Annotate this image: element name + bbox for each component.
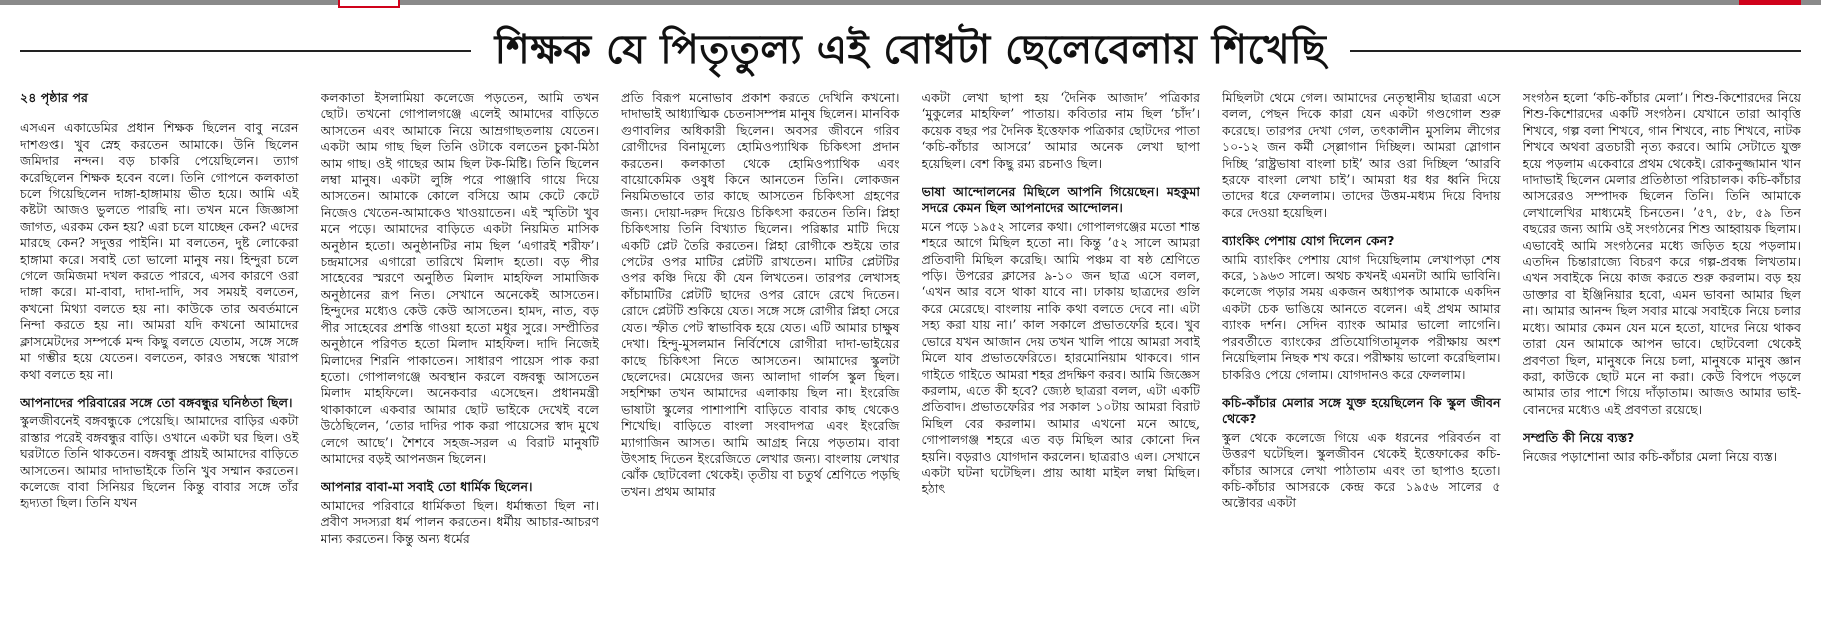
question-heading: ব্যাংকিং পেশায় যোগ দিলেন কেন? <box>1222 233 1395 249</box>
question-heading: আপনাদের পরিবারের সঙ্গে তো বঙ্গবন্ধুর ঘনিষ্ঠতা ছিল। <box>20 394 293 410</box>
question-heading: সম্প্রতি কী নিয়ে ব্যস্ত? <box>1522 430 1635 446</box>
article-column-2 <box>321 90 600 620</box>
paragraph: আমাদের পরিবারে ধার্মিকতা ছিল। ধর্মান্ধতা ছিল না। প্রবীণ সদস্যরা ধর্ম পালন করতেন। ধর্মীয় আচার-আচরণ মান্য করতেন। কিন্তু অন্য ধর্মের <box>320 497 599 546</box>
paragraph: মনে পড়ে ১৯৫২ সালের কথা। গোপালগঞ্জের মতো শান্ত শহরে আগে মিছিল হতো না। কিন্তু ’৫২ সালে আমরা প্রতিবাদী মিছিল করেছি। আমি পঞ্চম বা ষষ্ঠ শ্রেণিতে পড়ি। উপরের ক্লাসের ৯-১০ জন ছাত্র এসে বলল, ‘এখন আর বসে থাকা যাবে না। ঢাকায় ছাত্রদের গুলি করে মেরেছে। বাংলায় নাকি কথা বলতে দেবে না। এটা সহ্য করা যায় না।’ কাল সকালে প্রভাতফেরি হবে। খুব ভোরে যখন আজান দেয় তখন খালি পায়ে আমরা সবাই মিলে যাব প্রভাতফেরিতে। হারমোনিয়াম থাকবে। গান গাইতে গাইতে আমরা শহর প্রদক্ষিণ করব। আমি জিজ্ঞেস করলাম, এতে কী হবে? জ্যেষ্ঠ ছাত্ররা বলল, এটা একটি প্রতিবাদ। প্রভাতফেরির পর সকাল ১০টায় আমরা বিরাট মিছিল বের করলাম। আমার এখনো মনে আছে, গোপালগঞ্জ শহরে এত বড় মিছিল আর কোনো দিন হয়নি। বড়রাও যোগদান করলেন। ছাত্ররাও এল। সেখানে একটা ঘটনা ঘটেছিল। প্রায় আধা মাইল লম্বা মিছিল। হঠাৎ <box>921 218 1200 497</box>
question-heading: ভাষা আন্দোলনের মিছিলে আপনি গিয়েছেন। মহকুমা সদরে কেমন ছিল আপনাদের আন্দোলন। <box>921 184 1200 216</box>
question-heading: আপনার বাবা-মা সবাই তো ধার্মিক ছিলেন। <box>320 479 533 495</box>
paragraph: এসএন একাডেমির প্রধান শিক্ষক ছিলেন বাবু নরেন দাশগুপ্ত। খুব স্নেহ করতেন আমাকে। উনি ছিলেন জমিদার নন্দন। বড় চাকরি পেয়েছিলেন। ত্যাগ করেছিলেন শিক্ষক হবেন বলে। তিনি গোপনে কলকাতা চলে গিয়েছিলেন দাঙ্গা-হাঙ্গামায় ভীত হয়ে। আমি এই কষ্টটা আজও ভুলতে পারছি না। তখন মনে জিজ্ঞাসা জাগত, এরকম কেন হয়? এরা চলে যাচ্ছেন কেন? এদের মারছে কেন? সদুত্তর পাইনি। মা বলতেন, দুষ্ট লোকেরা হাঙ্গামা করে। সবাই তো ভালো মানুষ নয়। হিন্দুরা চলে গেলে জমিজমা দখল করতে পারবে, এসব কারণে ওরা দাঙ্গা করে। মা-বাবা, দাদা-দাদি, সব সময়ই বলতেন, কখনো মিথ্যা বলতে হয় না। কাউকে তার অবর্তমানে নিন্দা করতে হয় না। আমরা যদি কখনো আমাদের ক্লাসমেটদের সম্পর্কে মন্দ কিছু বলতে যেতাম, সঙ্গে সঙ্গে মা গম্ভীর হয়ে যেতেন। বলতেন, কারও সম্বন্ধে খারাপ কথা বলতে হয় না। <box>20 120 299 382</box>
article-columns <box>20 90 1801 620</box>
paragraph: একটা লেখা ছাপা হয় ‘দৈনিক আজাদ’ পত্রিকার ‘মুকুলের মাহফিল’ পাতায়। কবিতার নাম ছিল ‘চাঁদ’। কয়েক বছর পর দৈনিক ইত্তেফাক পত্রিকার ছোটদের পাতা ‘কচি-কাঁচার আসরে’ আমার অনেক লেখা ছাপা হয়েছিল। বেশ কিছু রম্য রচনাও ছিল। <box>921 90 1200 171</box>
article-column-1 <box>20 90 299 620</box>
continued-from: ২৪ পৃষ্ঠার পর <box>20 90 88 105</box>
article-column-3 <box>621 90 900 620</box>
article-column-6 <box>1523 90 1802 620</box>
paragraph: স্কুল থেকে কলেজে গিয়ে এক ধরনের পরিবর্তন বা উত্তরণ ঘটেছিল। স্কুলজীবন থেকেই ইত্তেফাকের কচি-কাঁচার আসরে লেখা পাঠাতাম এবং তা ছাপাও হতো। কচি-কাঁচার আসরকে কেন্দ্র করে ১৯৫৬ সালের ৫ অক্টোবর একটা <box>1222 429 1501 511</box>
paragraph: সংগঠন হলো ‘কচি-কাঁচার মেলা’। শিশু-কিশোরদের নিয়ে শিশু-কিশোরদের একটি সংগঠন। যেখানে তারা আবৃত্তি শিখবে, গল্প বলা শিখবে, গান শিখবে, নাচ শিখবে, নাটক শিখবে অথবা ব্রতচারী নৃত্য করবে। আমি সেটাতে যুক্ত হয়ে পড়লাম একেবারে প্রথম থেকেই। রোকনুজ্জামান খান দাদাভাই ছিলেন মেলার প্রতিষ্ঠাতা পরিচালক। কচি-কাঁচার আসরেরও সম্পাদক ছিলেন তিনি। তিনি আমাকে লেখালেখির মাধ্যমেই চিনতেন। ’৫৭, ৫৮, ৫৯ তিন বছরের জন্য আমি ওই সংগঠনের শিশু আহ্বায়ক ছিলাম। এভাবেই আমি সংগঠনের মধ্যে জড়িত হয়ে পড়লাম। এতদিন চিন্তারাজ্যে বিচরণ করে গল্প-প্রবন্ধ লিখতাম। এখন সবাইকে নিয়ে কাজ করতে শুরু করলাম। বড় হয় ডাক্তার বা ইঞ্জিনিয়ার হবো, এমন ভাবনা আমার ছিল না। আমার আনন্দ ছিল সবার মাঝে সবাইকে নিয়ে চলার মধ্যে। আমার কেমন যেন মনে হতো, যাদের নিয়ে থাকব তারা যেন আমাকে আপন ভাবে। ছোটবেলা থেকেই প্রবণতা ছিল, মানুষকে নিয়ে চলা, মানুষকে মানুষ জ্ঞান করা, কাউকে ছোট মনে না করা। কেউ বিপদে পড়লে আমার তার পাশে গিয়ে দাঁড়াতাম। আজও আমার ভাই-বোনদের মধ্যেও এই প্রবণতা রয়েছে। <box>1522 90 1801 417</box>
question-heading: কচি-কাঁচার মেলার সঙ্গে যুক্ত হয়েছিলেন কি স্কুল জীবন থেকে? <box>1222 394 1501 427</box>
headline-rule-right <box>1350 50 1801 52</box>
paragraph: নিজের পড়াশোনা আর কচি-কাঁচার মেলা নিয়ে ব্যস্ত। <box>1522 448 1778 464</box>
paragraph: স্কুলজীবনেই বঙ্গবন্ধুকে পেয়েছি। আমাদের বাড়ির একটা রাস্তার পরেই বঙ্গবন্ধুর বাড়ি। ওখানে একটা ঘর ছিল। ওই ঘরটাতে তিনি থাকতেন। বঙ্গবন্ধু প্রায়ই আমাদের বাড়িতে আসতেন। আমার দাদাভাইকে তিনি খুব সম্মান করতেন। কলেজে বাবা সিনিয়র ছিলেন কিন্তু বাবার সঙ্গে তাঁর হৃদ্যতা ছিল। তিনি যখন <box>20 413 299 511</box>
masthead-red-mark-right <box>1739 0 1801 5</box>
top-bar <box>0 0 1821 5</box>
headline-rule-left <box>20 50 471 52</box>
paragraph: আমি ব্যাংকিং পেশায় যোগ দিয়েছিলাম লেখাপড়া শেষ করে, ১৯৬৩ সালে। অথচ কখনই এমনটা আমি ভাবিনি। কলেজে পড়ার সময় একজন অধ্যাপক আমাকে একদিন একটা চেক ভাঙিয়ে আনতে বলেন। এই প্রথম আমার ব্যাংক দর্শন। সেদিন ব্যাংক আমার ভালো লাগেনি। পরবর্তীতে ব্যাংকের প্রতিযোগিতামূলক পরীক্ষায় অংশ নিয়েছিলাম নিছক শখ করে। পরীক্ষায় ভালো করেছিলাম। চাকরিও পেয়ে গেলাম। যোগদানও করে ফেললাম। <box>1222 251 1501 382</box>
paragraph: কলকাতা ইসলামিয়া কলেজে পড়তেন, আমি তখন ছোট। তখনো গোপালগঞ্জে এলেই আমাদের বাড়িতে আসতেন এবং আমাকে নিয়ে আম্রগাছতলায় যেতেন। একটা আম গাছ ছিল তিনি ওটাকে বলতেন চুকা-মিঠা আম গাছ। ওই গাছের আম ছিল টক-মিষ্টি। তিনি ছিলেন লম্বা মানুষ। একটা লুঙ্গি পরে পাঞ্জাবি গায়ে দিয়ে আসতেন। আমাকে কোলে বসিয়ে আম কেটে কেটে নিজেও খেতেন-আমাকেও খাওয়াতেন। এই স্মৃতিটা খুব মনে পড়ে। আমাদের বাড়িতে একটা নিয়মিত মাসিক অনুষ্ঠান হতো। অনুষ্ঠানটির নাম ছিল ‘এগারই শরীফ’। চন্দ্রমাসের এগারো তারিখে মিলাদ হতো। বড় পীর সাহেবের স্মরণে অনুষ্ঠিত মিলাদ মাহফিল সামাজিক অনুষ্ঠানের রূপ নিত। সেখানে অনেকেই আসতেন। হিন্দুদের মধ্যেও কেউ কেউ আসতেন। হামদ, নাত, বড় পীর সাহেবের প্রশস্তি গাওয়া হতো মধুর সুরে। সম্প্রীতির অনুষ্ঠানে পরিণত হতো মিলাদ মাহফিল। দাদি নিজেই মিলাদের শিরনি পাকাতেন। সাধারণ পায়েস পাক করা হতো। গোপালগঞ্জে অবস্থান করলে বঙ্গবন্ধু আসতেন মিলাদ মাহফিলে। অনেকবার এসেছেন। প্রধানমন্ত্রী থাকাকালে একবার আমার ছোট ভাইকে দেখেই বলে উঠেছিলেন, ‘তোর দাদির পাক করা পায়েসের স্বাদ মুখে লেগে আছে’। শৈশবে সহজ-সরল এ বিরাট মানুষটি আমাদের বড়ই আপনজন ছিলেন। <box>320 90 599 466</box>
headline-row <box>20 18 1801 84</box>
paragraph: প্রতি বিরূপ মনোভাব প্রকাশ করতে দেখিনি কখনো। দাদাভাই আধ্যাত্মিক চেতনাসম্পন্ন মানুষ ছিলেন। মানবিক গুণাবলির অধিকারী ছিলেন। অবসর জীবনে গরিব রোগীদের বিনামূল্যে হোমিওপ্যাথিক চিকিৎসা প্রদান করতেন। কলকাতা থেকে হোমিওপ্যাথিক এবং বায়োকেমিক ওষুধ কিনে আনতেন তিনি। লোকজন নিয়মিতভাবে তার কাছে আসতেন চিকিৎসা গ্রহণের জন্য। দোয়া-দরুদ দিয়েও চিকিৎসা করতেন তিনি। প্লিহা চিকিৎসায় তিনি বিখ্যাত ছিলেন। পরিষ্কার মাটি দিয়ে একটি প্লেট তৈরি করতেন। প্লিহা রোগীকে শুইয়ে তার পেটের ওপর মাটির প্লেটটি রাখতেন। মাটির প্লেটটির ওপর কঞ্চি দিয়ে কী যেন লিখতেন। তারপর লেখাসহ কাঁচামাটির প্লেটটি ছাদের ওপর রোদে রেখে দিতেন। রোদে প্লেটটি শুকিয়ে যেত। সঙ্গে সঙ্গে রোগীর প্লিহা সেরে যেত। স্ফীত পেট স্বাভাবিক হয়ে যেত। এটি আমার চাক্ষুষ দেখা। হিন্দু-মুসলমান নির্বিশেষে রোগীরা দাদা-ভাইয়ের কাছে চিকিৎসা নিতে আসতেন। আমাদের স্কুলটা ছেলেদের। মেয়েদের জন্য আলাদা গার্লস স্কুল ছিল। সহশিক্ষা তখন আমাদের এলাকায় ছিল না। ইংরেজি ভাষাটা স্কুলের পাশাপাশি বাড়িতে বাবার কাছ থেকেও শিখেছি। বাড়িতে বাংলা সংবাদপত্র এবং ইংরেজি ম্যাগাজিন আসত। আমি আগ্রহ নিয়ে পড়তাম। বাবা উৎসাহ দিতেন ইংরেজিতে লেখার জন্য। বাংলায় লেখার ঝোঁক ছোটবেলা থেকেই। তৃতীয় বা চতুর্থ শ্রেণিতে পড়ছি তখন। প্রথম আমার <box>621 90 900 499</box>
article-column-5 <box>1222 90 1501 620</box>
paragraph: মিছিলটা থেমে গেল। আমাদের নেতৃস্থানীয় ছাত্ররা এসে বলল, পেছন দিকে কারা যেন একটা গণ্ডগোল শুরু করেছে। তারপর দেখা গেল, তৎকালীন মুসলিম লীগের ১০-১২ জন কর্মী স্ল্লোগান দিচ্ছিল। আমরা স্লোগান দিচ্ছি ‘রাষ্ট্রভাষা বাংলা চাই’ আর ওরা দিচ্ছিল ‘আরবি হরফে বাংলা লেখা চাই’। আমরা ধর ধর ধ্বনি দিয়ে তাদের ধরে ফেললাম। তাদের উত্তম-মধ্যম দিয়ে বিদায় করে দেওয়া হয়েছিল। <box>1222 90 1501 220</box>
headline: শিক্ষক যে পিতৃতুল্য এই বোধটা ছেলেবেলায় শিখেছি <box>494 25 1327 73</box>
article-column-4 <box>922 90 1201 620</box>
masthead-red-mark-left <box>338 0 400 8</box>
